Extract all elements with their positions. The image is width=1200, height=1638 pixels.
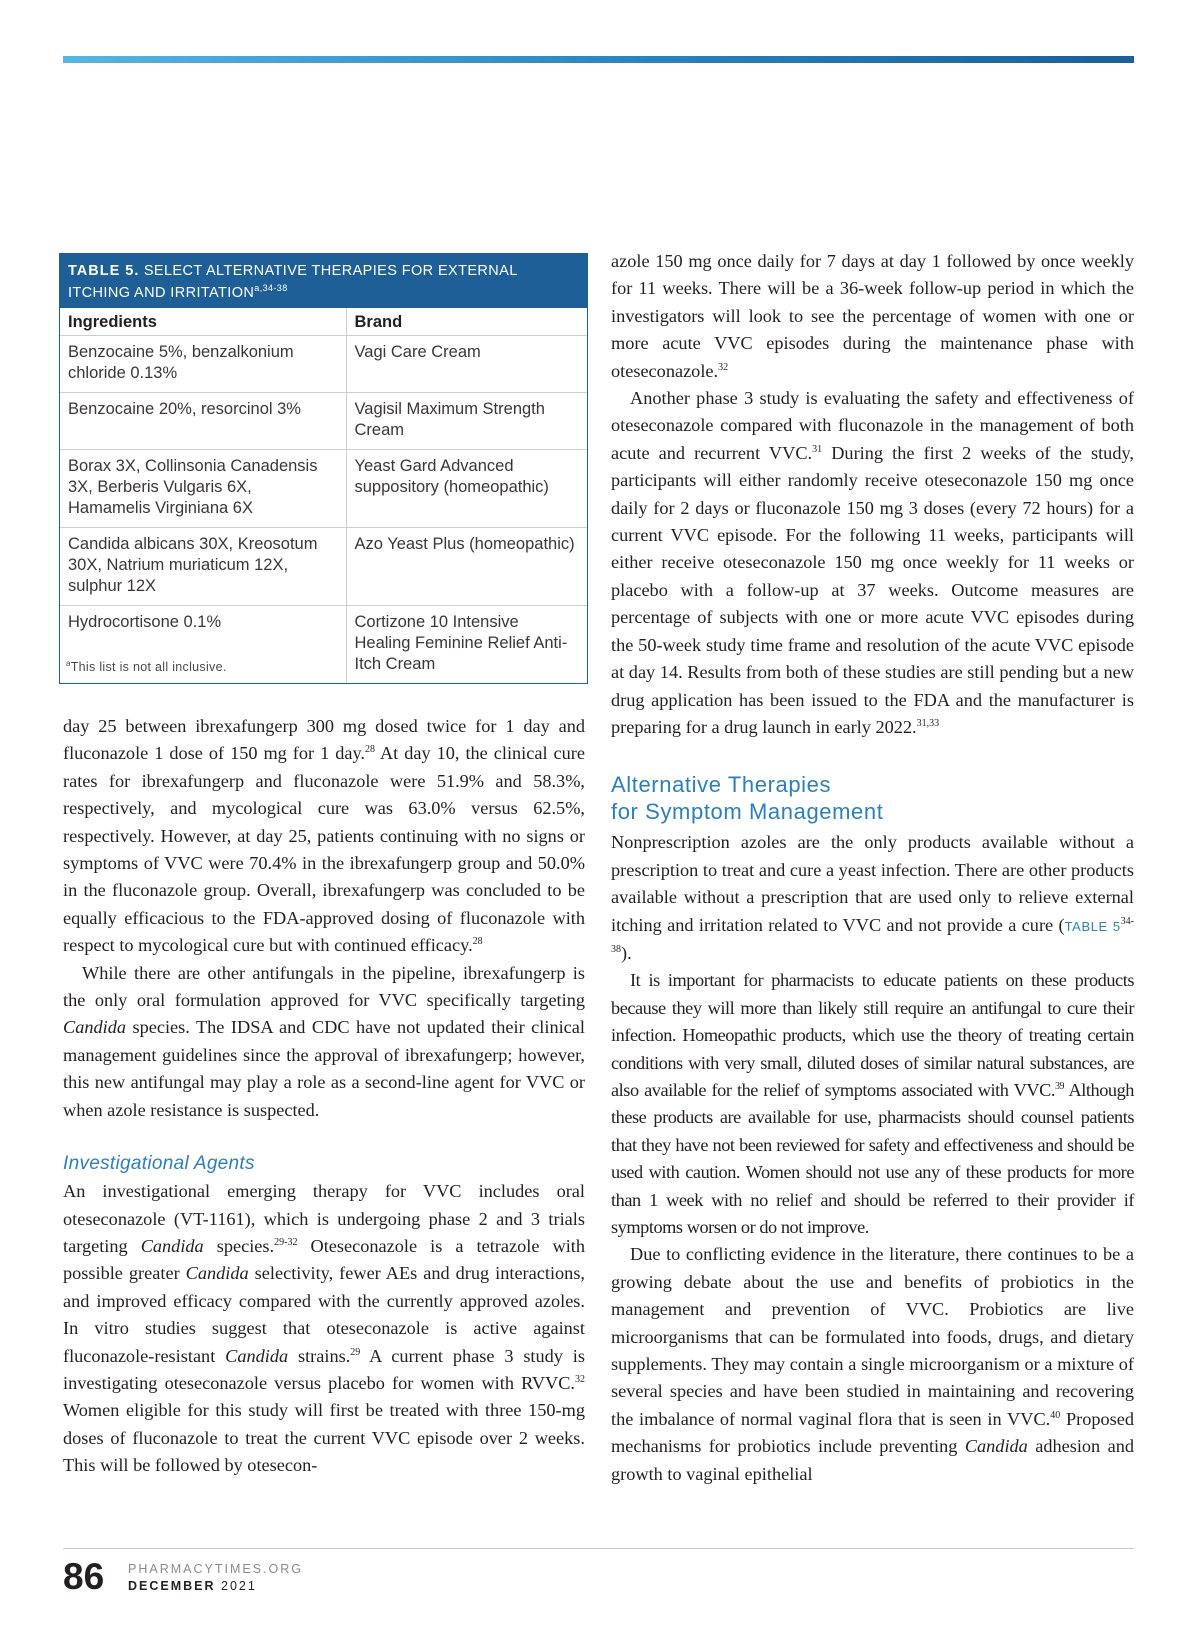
section-heading-line2: for Symptom Management — [611, 799, 884, 825]
text-run: It is important for pharmacists to educate patients on these products because they will more than likely still require an antifungal to cure their infection. Homeopathic products, which use the theory of treating certain conditions with very small, diluted doses of similar natural substances, are also available for the relief of symptoms associated with VVC. — [611, 970, 1134, 1100]
table-label: TABLE 5. — [68, 263, 140, 279]
paragraph — [611, 967, 1134, 1241]
paragraph — [611, 385, 1134, 741]
reference: 32 — [575, 1373, 585, 1385]
reference: 39 — [1054, 1080, 1065, 1092]
cell-ingredients: Hydrocortisone 0.1% — [60, 605, 346, 683]
text-run: strains. — [288, 1345, 351, 1366]
right-column — [611, 248, 1134, 1488]
footer-site: PHARMACYTIMES.ORG — [128, 1562, 303, 1576]
subheading-investigational-agents: Investigational Agents — [63, 1153, 255, 1175]
table-5 — [59, 253, 588, 684]
section-heading-alternative-therapies — [611, 771, 1134, 825]
cell-brand: Cortizone 10 Intensive Healing Feminine Relief Anti-Itch Cream — [354, 612, 568, 673]
paragraph — [611, 1241, 1134, 1488]
footer-date — [128, 1579, 257, 1593]
text-run: adhesion and growth to vaginal epithelial — [611, 1436, 1135, 1484]
text-run: Oteseconazole is a tetrazole with possible greater — [63, 1235, 586, 1284]
text-run: species. — [203, 1235, 275, 1256]
italic-term: Candida — [63, 1017, 126, 1038]
reference: 31,33 — [916, 717, 940, 729]
text-run: Women eligible for this study will first be treated with three 150-mg doses of fluconazole to treat the current VVC episode over 2 weeks. This will be followed by otesecon- — [63, 1400, 585, 1476]
footer-year: 2021 — [221, 1579, 257, 1593]
text-run: selectivity, fewer AEs and drug interactions, and improved efficacy compared with the currently approved azoles. In vitro studies suggest that oteseconazole is active against fluconazole-resistant — [63, 1263, 585, 1366]
header-ingredients: Ingredients — [60, 308, 346, 336]
cell-brand: Azo Yeast Plus (homeopathic) — [346, 527, 587, 605]
footer-month: DECEMBER — [128, 1579, 216, 1593]
reference: 40 — [1050, 1409, 1061, 1421]
table-row — [60, 449, 587, 527]
left-column — [63, 713, 585, 1480]
reference: 29 — [350, 1346, 361, 1358]
italic-term: Candida — [964, 1436, 1028, 1457]
cell-ingredients: Candida albicans 30X, Kreosotum 30X, Natrium muriaticum 12X, sulphur 12X — [60, 527, 346, 605]
paragraph — [63, 960, 585, 1124]
reference: 32 — [718, 361, 729, 373]
reference: 28 — [365, 744, 375, 756]
top-accent-rule — [63, 56, 1134, 63]
text-run: During the first 2 weeks of the study, participants will either randomly receive oteseconazole 150 mg once daily for 2 days or fluconazole 150 mg 3 doses (every 72 hours) for a current VVC episode. For the following 11 weeks, participants will either receive oteseconazole 150 mg once weekly for 11 weeks or placebo with a follow-up at 37 weeks. Outcome measures are percentage of subjects with one or more acute VVC episodes during the 50-week study time frame and resolution of the acute VVC episode at day 14. Results from both of these studies are still pending but a new drug application has been issued to the FDA and the manufacturer is preparing for a drug launch in early 2022. — [611, 442, 1134, 737]
cell-brand: Vagi Care Cream — [346, 335, 587, 392]
table-row — [60, 392, 587, 449]
text-run: Due to conflicting evidence in the literature, there continues to be a growing debate about the use and benefits of probiotics in the management and prevention of VVC. Probiotics are live microorganisms that can be formulated into foods, drugs, and dietary supplements. They may contain a single microorganism or a mixture of several species and have been studied in maintaining and recovering the imbalance of normal vaginal flora that is seen in VVC. — [611, 1244, 1134, 1429]
table-footnote — [66, 659, 227, 674]
reference: 29-32 — [274, 1236, 298, 1248]
table-caption — [60, 254, 587, 308]
paragraph — [63, 1178, 585, 1479]
header-brand: Brand — [346, 308, 587, 336]
paragraph — [611, 248, 1134, 385]
text-run: While there are other antifungals in the pipeline, ibrexafungerp is the only oral formulation approved for VVC specifically targeting — [63, 962, 585, 1011]
italic-term: Candida — [140, 1235, 204, 1256]
cell-ingredients: Borax 3X, Collinsonia Canadensis 3X, Berberis Vulgaris 6X, Hamamelis Virginiana 6X — [60, 449, 346, 527]
text-run: An investigational emerging therapy for VVC includes oral oteseconazole (VT-1161), which is undergoing phase 2 and 3 trials targeting — [63, 1181, 585, 1256]
alternative-therapies-table — [60, 308, 587, 683]
reference: 34-38 — [611, 915, 1134, 955]
text-run: azole 150 mg once daily for 7 days at day 1 followed by once weekly for 11 weeks. There will be a 36-week follow-up period in which the investigators will look to see the percentage of women with one or more acute VVC episodes during the maintenance phase with oteseconazole. — [611, 251, 1134, 381]
footer-rule — [63, 1548, 1134, 1549]
table-title-refs: a,34-38 — [254, 283, 288, 293]
cell-brand: Vagisil Maximum Strength Cream — [346, 392, 587, 449]
cell-ingredients: Benzocaine 20%, resorcinol 3% — [60, 392, 346, 449]
section-heading-line1: Alternative Therapies — [611, 772, 832, 798]
text-run: At day 10, the clinical cure rates for ibrexafungerp and fluconazole were 51.9% and 58.3%, respectively, and mycological cure was 63.0% versus 62.5%, respectively. However, at day 25, patients continuing with no signs or symptoms of VVC were 70.4% in the ibrexafungerp group and 50.0% in the fluconazole group. Overall, ibrexafungerp was concluded to be equally efficacious to the FDA-approved dosing of fluconazole with respect to mycological cure but with continued efficacy. — [63, 743, 585, 956]
text-run: A current phase 3 study is investigating oteseconazole versus placebo for women with RVVC. — [63, 1345, 585, 1393]
cell-ingredients: Benzocaine 5%, benzalkonium chloride 0.13% — [60, 335, 346, 392]
italic-term: Candida — [185, 1263, 249, 1284]
table-row — [60, 527, 587, 605]
text-run: day 25 between ibrexafungerp 300 mg dosed twice for 1 day and fluconazole 1 dose of 150 mg for 1 day. — [63, 716, 585, 764]
text-run: species. The IDSA and CDC have not updated their clinical management guidelines since the approval of ibrexafungerp; however, this new antifungal may play a role as a second-line agent for VVC or when azole resistance is suspected. — [63, 1017, 585, 1120]
text-run: Proposed mechanisms for probiotics include preventing — [611, 1408, 1134, 1457]
table-row — [60, 335, 587, 392]
footnote-mark: a — [66, 659, 71, 668]
cell-brand: Yeast Gard Advanced suppository (homeopathic) — [346, 449, 587, 527]
reference: 31 — [812, 443, 823, 455]
reference: 28 — [472, 936, 483, 948]
text-run: Nonprescription azoles are the only products available without a prescription to treat and cure a yeast infection. There are other products available without a prescription that are used only to relieve external itching and irritation related to VVC and not provide a cure ( — [611, 832, 1134, 935]
italic-term: Candida — [225, 1345, 289, 1366]
table-header-row — [60, 308, 587, 336]
text-run: Another phase 3 study is evaluating the safety and effectiveness of oteseconazole compared with fluconazole in the management of both acute and recurrent VVC. — [611, 388, 1134, 463]
paragraph — [611, 829, 1134, 967]
table-5-link[interactable]: TABLE 5 — [1064, 918, 1121, 934]
page-number: 86 — [63, 1556, 105, 1597]
paragraph — [63, 713, 585, 960]
table-title: SELECT ALTERNATIVE THERAPIES FOR EXTERNAL ITCHING AND IRRITATION — [68, 263, 518, 301]
footnote-text: This list is not all inclusive. — [70, 660, 227, 675]
text-run: Although these products are available for use, pharmacists should counsel patients that they have not been reviewed for safety and effectiveness and should be used with caution. Women should not use any of these products for more than 1 week with no relief and should be referred to their provider if symptoms worsen or do not improve. — [611, 1079, 1134, 1237]
text-run: ). — [621, 942, 632, 963]
